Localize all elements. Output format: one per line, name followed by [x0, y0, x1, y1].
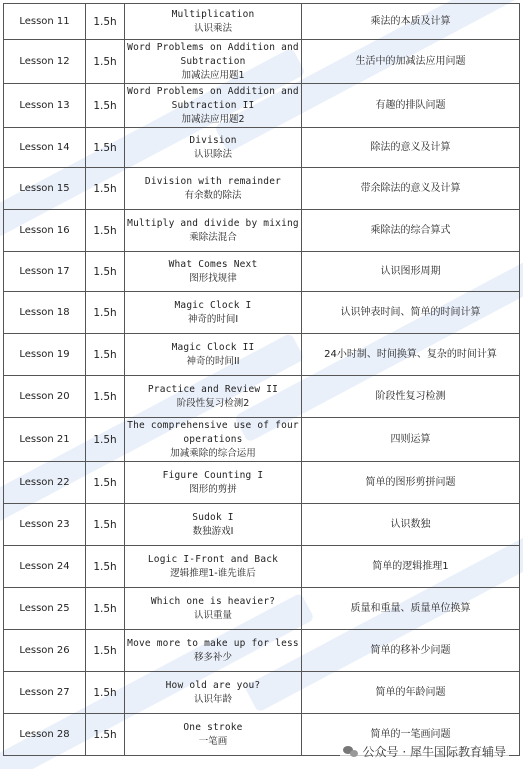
- topic-english: Multiply and divide by mixing: [127, 217, 299, 229]
- topic-english: Division: [189, 134, 237, 146]
- topic-english: Logic I-Front and Back: [147, 553, 279, 565]
- content-cell: 质量和重量、质量单位换算: [302, 588, 520, 630]
- topic-chinese: 图形找规律: [189, 272, 237, 284]
- topic-chinese: 加减法应用题1: [181, 69, 245, 81]
- content-cell: 认识钟表时间、简单的时间计算: [302, 292, 520, 334]
- table-row: [4, 672, 520, 714]
- content-cell: 简单的逻辑推理1: [302, 546, 520, 588]
- topic-cell: [125, 168, 302, 210]
- wechat-icon: [343, 745, 359, 758]
- hours-cell: 1.5h: [86, 588, 125, 630]
- hours-cell: 1.5h: [86, 630, 125, 672]
- content-cell: 简单的图形剪拼问题: [302, 462, 520, 504]
- table-row: [4, 376, 520, 418]
- lesson-cell: Lesson 19: [4, 334, 86, 376]
- topic-chinese: 认识乘法: [193, 22, 232, 34]
- topic-chinese: 有余数的除法: [184, 189, 242, 201]
- topic-english: Sudok I: [192, 511, 234, 523]
- table-row: [4, 168, 520, 210]
- topic-english: Magic Clock II: [171, 341, 255, 353]
- lesson-cell: Lesson 28: [4, 714, 86, 756]
- table-body: [4, 4, 520, 756]
- content-cell: 简单的一笔画问题: [302, 714, 520, 756]
- topic-chinese: 一笔画: [198, 735, 228, 747]
- content-cell: 带余除法的意义及计算: [302, 168, 520, 210]
- lesson-cell: Lesson 16: [4, 210, 86, 252]
- lesson-cell: Lesson 25: [4, 588, 86, 630]
- hours-cell: 1.5h: [86, 128, 125, 168]
- lesson-cell: Lesson 26: [4, 630, 86, 672]
- topic-chinese: 加减乘除的综合运用: [170, 447, 256, 459]
- table-row: [4, 546, 520, 588]
- hours-cell: 1.5h: [86, 40, 125, 84]
- topic-english: Multiplication: [171, 8, 255, 20]
- hours-cell: 1.5h: [86, 418, 125, 462]
- lesson-cell: Lesson 22: [4, 462, 86, 504]
- content-cell: 除法的意义及计算: [302, 128, 520, 168]
- topic-chinese: 阶段性复习检测2: [176, 397, 250, 409]
- table-row: [4, 292, 520, 334]
- topic-chinese: 认识除法: [193, 148, 232, 160]
- topic-chinese: 神奇的时间II: [186, 355, 240, 367]
- lesson-cell: Lesson 12: [4, 40, 86, 84]
- topic-english: Division with remainder: [144, 175, 282, 187]
- topic-chinese: 加减法应用题2: [181, 113, 245, 125]
- lesson-cell: Lesson 27: [4, 672, 86, 714]
- topic-cell: [125, 714, 302, 756]
- topic-cell: [125, 630, 302, 672]
- lesson-cell: Lesson 24: [4, 546, 86, 588]
- content-cell: 简单的移补少问题: [302, 630, 520, 672]
- content-cell: 简单的年龄问题: [302, 672, 520, 714]
- lesson-cell: Lesson 17: [4, 252, 86, 292]
- content-cell: 乘除法的综合算式: [302, 210, 520, 252]
- hours-cell: 1.5h: [86, 252, 125, 292]
- topic-chinese: 数独游戏I: [192, 525, 234, 537]
- content-cell: 四则运算: [302, 418, 520, 462]
- topic-cell: [125, 504, 302, 546]
- table-row: [4, 4, 520, 40]
- topic-chinese: 图形的剪拼: [189, 483, 237, 495]
- content-cell: 认识数独: [302, 504, 520, 546]
- topic-english: Which one is heavier?: [150, 595, 276, 607]
- topic-english: Word Problems on Addition and Subtraction: [127, 41, 299, 67]
- table-row: [4, 128, 520, 168]
- topic-english: Magic Clock I: [174, 299, 252, 311]
- topic-english: What Comes Next: [168, 258, 258, 270]
- topic-chinese: 逻辑推理1-谁先谁后: [170, 567, 256, 579]
- topic-english: Practice and Review II: [147, 383, 279, 395]
- hours-cell: 1.5h: [86, 210, 125, 252]
- topic-cell: [125, 40, 302, 84]
- topic-chinese: 乘除法混合: [189, 231, 237, 243]
- topic-cell: [125, 252, 302, 292]
- content-cell: 有趣的排队问题: [302, 84, 520, 128]
- topic-cell: [125, 292, 302, 334]
- lesson-cell: Lesson 15: [4, 168, 86, 210]
- content-cell: 认识图形周期: [302, 252, 520, 292]
- topic-english: Move more to make up for less: [127, 637, 299, 649]
- topic-english: The comprehensive use of four operations: [127, 419, 299, 445]
- hours-cell: 1.5h: [86, 292, 125, 334]
- topic-chinese: 认识重量: [193, 609, 232, 621]
- hours-cell: 1.5h: [86, 168, 125, 210]
- lesson-cell: Lesson 21: [4, 418, 86, 462]
- lesson-cell: Lesson 23: [4, 504, 86, 546]
- table-row: [4, 334, 520, 376]
- table-row: [4, 252, 520, 292]
- topic-chinese: 神奇的时间I: [187, 313, 239, 325]
- topic-english: Word Problems on Addition and Subtraction II: [127, 85, 299, 111]
- content-cell: 生活中的加减法应用问题: [302, 40, 520, 84]
- topic-cell: [125, 462, 302, 504]
- topic-chinese: 认识年龄: [193, 693, 232, 705]
- hours-cell: 1.5h: [86, 546, 125, 588]
- lesson-cell: Lesson 18: [4, 292, 86, 334]
- topic-english: Figure Counting I: [162, 469, 264, 481]
- content-cell: 乘法的本质及计算: [302, 4, 520, 40]
- table-row: [4, 630, 520, 672]
- lesson-cell: Lesson 20: [4, 376, 86, 418]
- content-cell: 阶段性复习检测: [302, 376, 520, 418]
- topic-english: One stroke: [183, 721, 243, 733]
- topic-cell: [125, 376, 302, 418]
- topic-cell: [125, 128, 302, 168]
- topic-cell: [125, 588, 302, 630]
- course-schedule-table: [3, 3, 520, 756]
- hours-cell: 1.5h: [86, 4, 125, 40]
- table-row: [4, 418, 520, 462]
- hours-cell: 1.5h: [86, 504, 125, 546]
- topic-chinese: 移多补少: [193, 651, 232, 663]
- table-row: [4, 40, 520, 84]
- lesson-cell: Lesson 14: [4, 128, 86, 168]
- hours-cell: 1.5h: [86, 714, 125, 756]
- topic-cell: [125, 672, 302, 714]
- topic-cell: [125, 334, 302, 376]
- topic-cell: [125, 4, 302, 40]
- topic-english: How old are you?: [165, 679, 261, 691]
- hours-cell: 1.5h: [86, 334, 125, 376]
- footer-credit: [340, 742, 509, 761]
- hours-cell: 1.5h: [86, 84, 125, 128]
- table-row: [4, 84, 520, 128]
- topic-cell: [125, 418, 302, 462]
- hours-cell: 1.5h: [86, 462, 125, 504]
- content-cell: 24小时制、时间换算、复杂的时间计算: [302, 334, 520, 376]
- hours-cell: 1.5h: [86, 376, 125, 418]
- topic-cell: [125, 210, 302, 252]
- table-row: [4, 504, 520, 546]
- table-row: [4, 210, 520, 252]
- topic-cell: [125, 84, 302, 128]
- hours-cell: 1.5h: [86, 672, 125, 714]
- lesson-cell: Lesson 11: [4, 4, 86, 40]
- topic-cell: [125, 546, 302, 588]
- table-row: [4, 462, 520, 504]
- table-row: [4, 588, 520, 630]
- lesson-cell: Lesson 13: [4, 84, 86, 128]
- footer-text: 公众号 · 犀牛国际教育辅导: [362, 745, 506, 759]
